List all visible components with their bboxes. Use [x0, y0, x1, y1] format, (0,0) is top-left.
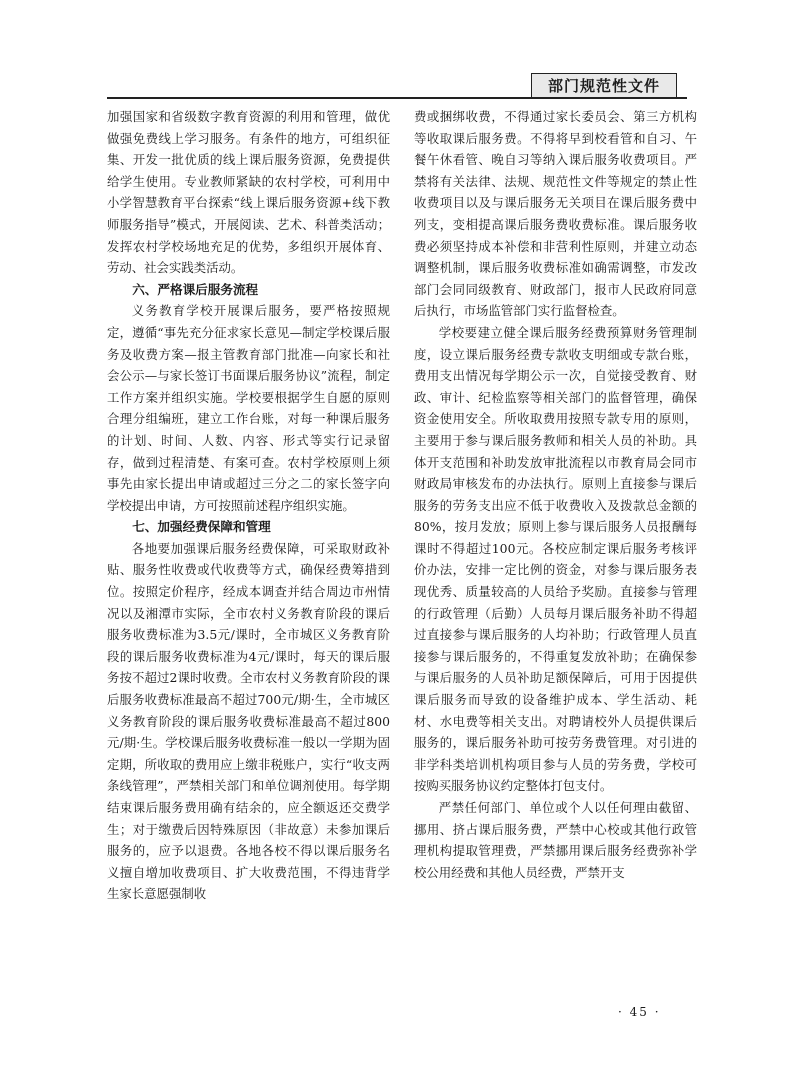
header-divider	[107, 97, 687, 99]
section-7-paragraph: 各地要加强课后服务经费保障，可采取财政补贴、服务性收费或代收费等方式，确保经费筹措到位。按照定价程序，经成本调查并结合周边市州情况以及湘潭市实际，全市农村义务教育阶段的课后服务收费标准为3.5元/课时，全市城区义务教育阶段的课后服务收费标准为4元/课时，每天的课后服务按不超过2课时收费。全市农村义务教育阶段的课后服务收费标准最高不超过700元/期·生，全市城区义务教育阶段的课后服务收费标准最高不超过800元/期·生。学校课后服务收费标准一般以一学期为固定期，所收取的费用应上缴非税账户，实行“收支两条线管理”，严禁相关部门和单位调剂使用。每学期结束课后服务费用确有结余的，应全额返还交费学生；对于缴费后因特殊原因（非故意）未参加课后服务的，应予以退费。各地各校不得以课后服务名义擅自增加收费项目、扩大收费范围，不得违背学生家长意愿强制收	[107, 540, 390, 902]
right-column	[414, 106, 697, 883]
finance-management-paragraph: 学校要建立健全课后服务经费预算财务管理制度，设立课后服务经费专款收支明细或专款台账，费用支出情况每学期公示一次，自觉接受教育、财政、审计、纪检监察等相关部门的监督管理，确保资金使用安全。所收取费用按照专款专用的原则，主要用于参与课后服务教师和相关人员的补助。具体开支范围和补助发放审批流程以市教育局会同市财政局审核发布的办法执行。原则上直接参与课后服务的劳务支出应不低于收费收入及拨款总金额的80%，按月发放；原则上参与课后服务人员报酬每课时不得超过100元。各校应制定课后服务考核评价办法，安排一定比例的资金，对参与课后服务表现优秀、质量较高的人员给予奖励。直接参与管理的行政管理（后勤）人员每月课后服务补助不得超过直接参与课后服务的人均补助；行政管理人员直接参与课后服务的，不得重复发放补助；在确保参与课后服务的人员补助足额保障后，可用于因提供课后服务而导致的设备维护成本、学生活动、耗材、水电费等相关支出。对聘请校外人员提供课后服务的，课后服务补助可按劳务费管理。对引进的非学科类培训机构项目参与人员的劳务费，学校可按购买服务协议约定整体打包支付。	[414, 324, 697, 794]
left-paragraph-continued: 加强国家和省级数字教育资源的利用和管理，做优做强免费线上学习服务。有条件的地方，可组织征集、开发一批优质的线上课后服务资源，免费提供给学生使用。专业教师紧缺的农村学校，可利用中小学智慧教育平台探索“线上课后服务资源+线下教师服务指导”模式，开展阅读、艺术、科普类活动；发挥农村学校场地充足的优势，多组织开展体育、劳动、社会实践类活动。	[107, 109, 390, 276]
section-heading-6: 六、严格课后服务流程	[132, 281, 259, 297]
left-column	[107, 106, 390, 905]
prohibition-paragraph: 严禁任何部门、单位或个人以任何理由截留、挪用、挤占课后服务费，严禁中心校或其他行政管理机构提取管理费，严禁挪用课后服务经费弥补学校公用经费和其他人员经费，严禁开支	[414, 800, 697, 880]
section-label: 部门规范性文件	[531, 73, 677, 98]
page-number: · 45 ·	[618, 1005, 661, 1019]
section-heading-7: 七、加强经费保障和管理	[132, 519, 271, 535]
right-paragraph-continued: 费或捆绑收费，不得通过家长委员会、第三方机构等收取课后服务费。不得将早到校看管和自习、午餐午休看管、晚自习等纳入课后服务收费项目。严禁将有关法律、法规、规范性文件等规定的禁止性收费项目以及与课后服务无关项目在课后服务费中列支，变相提高课后服务费收费标准。课后服务收费必须坚持成本补偿和非营利性原则，并建立动态调整机制，课后服务收费标准如确需调整，市发改部门会同同级教育、财政部门，报市人民政府同意后执行，市场监管部门实行监督检查。	[414, 109, 697, 319]
section-6-paragraph: 义务教育学校开展课后服务，要严格按照规定，遵循“事先充分征求家长意见—制定学校课后服务及收费方案—报主管教育部门批准—向家长和社会公示—与家长签订书面课后服务协议”流程，制定工作方案并组织实施。学校要根据学生自愿的原则合理分组编班，建立工作台账，对每一种课后服务的计划、时间、人数、内容、形式等实行记录留存，做到过程清楚、有案可查。农村学校原则上须事先由家长提出申请或超过三分之二的家长签字向学校提出申请，方可按照前述程序组织实施。	[107, 303, 390, 513]
